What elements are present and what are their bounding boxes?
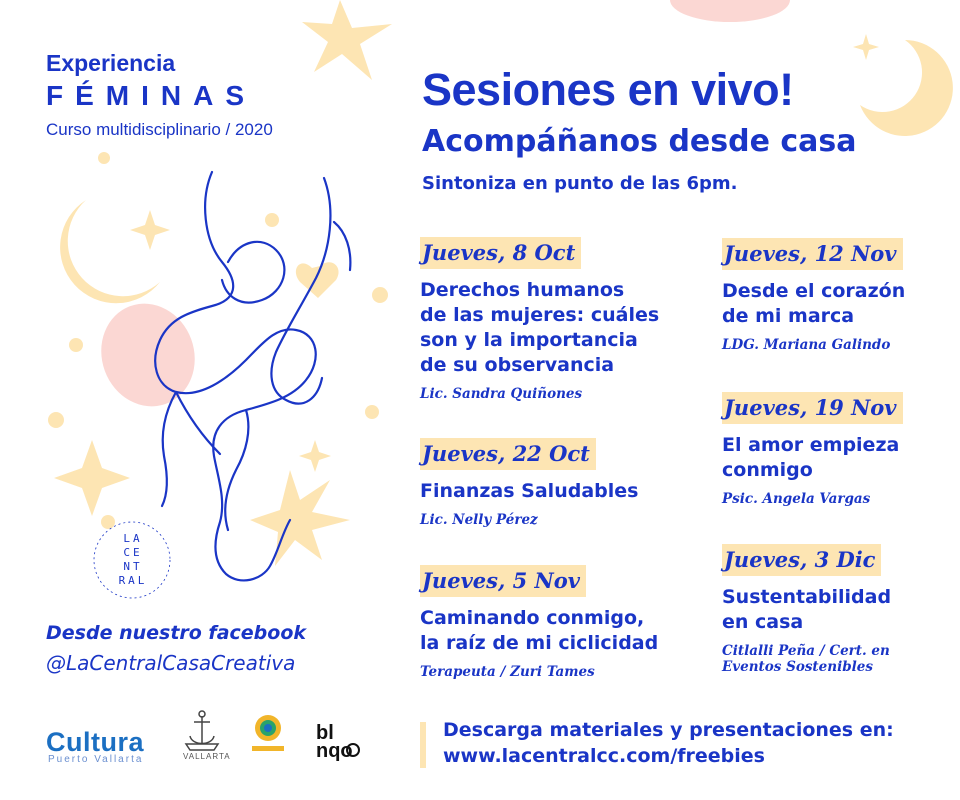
session-title	[722, 433, 947, 483]
session-date-badge: Jueves, 3 Dic	[722, 544, 881, 576]
session-speaker-line: Citlalli Peña / Cert. en	[722, 643, 890, 659]
session-date-badge: Jueves, 22 Oct	[420, 438, 596, 470]
blanqo-logo-line: bl	[316, 722, 334, 744]
session-item	[722, 544, 947, 675]
download-link[interactable]: www.lacentralcc.com/freebies	[443, 745, 765, 767]
session-item	[420, 565, 720, 680]
session-title	[420, 479, 720, 504]
cultura-logo: Cultura	[46, 727, 144, 757]
session-date-badge: Jueves, 8 Oct	[420, 237, 581, 269]
brand-subtitle: Curso multidisciplinario / 2020	[46, 120, 273, 139]
stamp-line: CE	[123, 546, 143, 559]
session-title-line: Derechos humanos	[420, 279, 625, 301]
stamp-line: LA	[123, 532, 143, 545]
stamp-line: NT	[123, 560, 143, 573]
vallarta-logo-label: VALLARTA	[183, 752, 231, 761]
session-date-badge: Jueves, 12 Nov	[722, 238, 903, 270]
small-star-icon	[299, 440, 331, 472]
session-title	[420, 278, 720, 378]
session-speaker: Lic. Sandra Quiñones	[420, 386, 583, 402]
small-star-icon	[853, 34, 879, 60]
la-central-stamp	[110, 532, 156, 588]
session-speaker-line: Eventos Sostenibles	[722, 659, 873, 675]
download-accent-bar	[420, 722, 426, 768]
download-label: Descarga materiales y presentaciones en:	[443, 719, 894, 741]
blanqo-logo-line: nqo	[316, 740, 353, 762]
brand-name: FÉMINAS	[46, 80, 256, 111]
star-icon	[302, 0, 392, 80]
stamp-line: RAL	[118, 574, 148, 587]
vallarta-anchor-icon	[186, 711, 218, 750]
session-speaker: Terapeuta / Zuri Tames	[420, 664, 595, 680]
session-item	[420, 438, 720, 528]
session-title-line: Desde el corazón	[722, 280, 906, 302]
session-speaker: Psic. Angela Vargas	[722, 491, 871, 507]
session-title-line: Caminando conmigo,	[420, 607, 645, 629]
session-speaker: Lic. Nelly Pérez	[420, 512, 538, 528]
session-speaker	[722, 643, 947, 675]
session-title-line: El amor empieza	[722, 434, 900, 456]
queretanos-logo-icon	[252, 715, 284, 751]
session-title-line: de su observancia	[420, 354, 615, 376]
star-icon	[54, 440, 130, 516]
time-note: Sintoniza en punto de las 6pm.	[422, 173, 738, 194]
session-title-line: Sustentabilidad	[722, 586, 892, 608]
session-item	[420, 237, 720, 402]
session-date-badge: Jueves, 19 Nov	[722, 392, 903, 424]
cultura-logo-subtitle: Puerto Vallarta	[48, 754, 144, 765]
facebook-label: Desde nuestro facebook	[46, 622, 307, 644]
facebook-handle[interactable]: @LaCentralCasaCreativa	[46, 651, 296, 675]
star-icon	[130, 210, 170, 250]
session-title-line: son y la importancia	[420, 329, 638, 351]
session-title	[722, 279, 947, 329]
session-title-line: Finanzas Saludables	[420, 480, 639, 502]
session-title-line: la raíz de mi ciclicidad	[420, 632, 659, 654]
leaf-icon	[250, 470, 350, 566]
session-title-line: de mi marca	[722, 305, 855, 327]
moon-icon	[860, 40, 953, 136]
session-title	[722, 585, 947, 635]
brand-experience-label: Experiencia	[46, 50, 176, 76]
heart-icon	[296, 262, 339, 298]
session-title-line: conmigo	[722, 459, 813, 481]
page-title: Sesiones en vivo!	[422, 64, 794, 115]
session-item	[722, 238, 947, 353]
session-item	[722, 392, 947, 507]
moon-icon	[60, 200, 160, 303]
page-subtitle: Acompáñanos desde casa	[422, 124, 857, 159]
session-date-badge: Jueves, 5 Nov	[420, 565, 586, 597]
blanqo-logo	[316, 724, 353, 760]
session-speaker: LDG. Mariana Galindo	[722, 337, 891, 353]
session-title	[420, 606, 720, 656]
session-title-line: de las mujeres: cuáles	[420, 304, 660, 326]
session-title-line: en casa	[722, 611, 804, 633]
